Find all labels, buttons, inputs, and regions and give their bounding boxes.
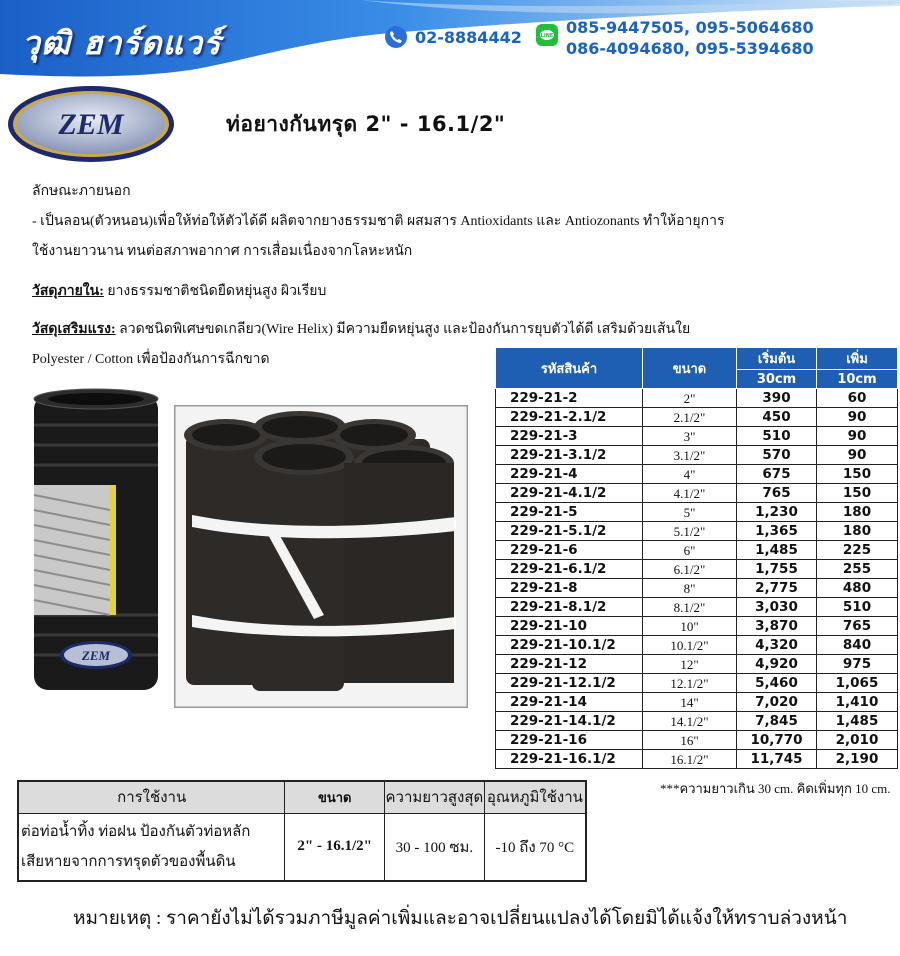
col-add: เพิ่ม bbox=[817, 348, 898, 370]
add-price: 255 bbox=[817, 560, 898, 579]
table-row bbox=[496, 484, 898, 503]
start-price: 450 bbox=[737, 408, 817, 427]
usage-description bbox=[18, 813, 285, 881]
product-code: 229-21-8 bbox=[496, 579, 643, 598]
usage-table bbox=[17, 780, 587, 882]
product-code: 229-21-4.1/2 bbox=[496, 484, 643, 503]
start-price: 11,745 bbox=[737, 750, 817, 769]
usage-line-2: เสียหายจากการทรุดตัวของพื้นดิน bbox=[21, 853, 236, 870]
add-price: 90 bbox=[817, 408, 898, 427]
price-table-body bbox=[496, 389, 898, 769]
add-price: 480 bbox=[817, 579, 898, 598]
add-price: 1,065 bbox=[817, 674, 898, 693]
product-code: 229-21-10 bbox=[496, 617, 643, 636]
start-price: 1,365 bbox=[737, 522, 817, 541]
usage-length: 30 - 100 ซม. bbox=[385, 813, 485, 881]
product-size: 6" bbox=[643, 541, 737, 560]
product-code: 229-21-3 bbox=[496, 427, 643, 446]
external-line-2: ใช้งานยาวนาน ทนต่อสภาพอากาศ การเสื่อมเนื่องจากโลหะหนัก bbox=[32, 244, 413, 259]
phone-number: 02-8884442 bbox=[415, 27, 522, 47]
product-code: 229-21-5 bbox=[496, 503, 643, 522]
table-row bbox=[496, 465, 898, 484]
table-row bbox=[496, 636, 898, 655]
col-length: ความยาวสูงสุด bbox=[385, 781, 485, 813]
table-row bbox=[496, 579, 898, 598]
start-price: 5,460 bbox=[737, 674, 817, 693]
col-code: รหัสสินค้า bbox=[496, 348, 643, 389]
phone-contact bbox=[385, 26, 522, 48]
add-price: 1,485 bbox=[817, 712, 898, 731]
reinforce-text: ลวดชนิดพิเศษขดเกลียว(Wire Helix) มีความยืดหยุ่นสูง และป้องกันการยุบตัวได้ดี เสริมด้วยเส้นใย bbox=[115, 322, 691, 337]
header-banner bbox=[0, 0, 900, 82]
col-add-sub: 10cm bbox=[817, 370, 898, 389]
product-size: 2.1/2" bbox=[643, 408, 737, 427]
usage-size: 2" - 16.1/2" bbox=[285, 813, 385, 881]
product-code: 229-21-6.1/2 bbox=[496, 560, 643, 579]
line-contact bbox=[536, 18, 814, 58]
start-price: 4,920 bbox=[737, 655, 817, 674]
start-price: 3,030 bbox=[737, 598, 817, 617]
hose-stack-image bbox=[174, 405, 468, 708]
line-app-icon bbox=[536, 24, 558, 46]
page-title: ท่อยางกันทรุด 2" - 16.1/2" bbox=[226, 112, 506, 136]
add-price: 90 bbox=[817, 446, 898, 465]
product-size: 6.1/2" bbox=[643, 560, 737, 579]
add-price: 765 bbox=[817, 617, 898, 636]
table-row bbox=[496, 750, 898, 769]
reinforce-line-2: Polyester / Cotton เพื่อป้องกันการฉีกขาด bbox=[32, 352, 270, 367]
table-row bbox=[496, 522, 898, 541]
add-price: 180 bbox=[817, 503, 898, 522]
product-code: 229-21-6 bbox=[496, 541, 643, 560]
svg-text:LINE: LINE bbox=[540, 33, 554, 39]
product-code: 229-21-14.1/2 bbox=[496, 712, 643, 731]
product-code: 229-21-2.1/2 bbox=[496, 408, 643, 427]
table-row bbox=[496, 408, 898, 427]
footer-note: หมายเหตุ : ราคายังไม่ได้รวมภาษีมูลค่าเพิ่มและอาจเปลี่ยนแปลงได้โดยมิได้แจ้งให้ทราบล่วงหน้า bbox=[73, 908, 848, 929]
table-row bbox=[496, 731, 898, 750]
product-size: 14" bbox=[643, 693, 737, 712]
product-size: 2" bbox=[643, 389, 737, 408]
start-price: 2,775 bbox=[737, 579, 817, 598]
start-price: 4,320 bbox=[737, 636, 817, 655]
add-price: 180 bbox=[817, 522, 898, 541]
table-row bbox=[496, 541, 898, 560]
product-size: 14.1/2" bbox=[643, 712, 737, 731]
table-row bbox=[496, 617, 898, 636]
product-size: 10.1/2" bbox=[643, 636, 737, 655]
table-row bbox=[496, 693, 898, 712]
start-price: 765 bbox=[737, 484, 817, 503]
product-code: 229-21-10.1/2 bbox=[496, 636, 643, 655]
product-size: 4" bbox=[643, 465, 737, 484]
table-row bbox=[496, 503, 898, 522]
product-code: 229-21-3.1/2 bbox=[496, 446, 643, 465]
col-size: ขนาด bbox=[643, 348, 737, 389]
table-row bbox=[496, 389, 898, 408]
table-row bbox=[496, 674, 898, 693]
product-size: 10" bbox=[643, 617, 737, 636]
product-size: 5.1/2" bbox=[643, 522, 737, 541]
start-price: 7,020 bbox=[737, 693, 817, 712]
start-price: 1,230 bbox=[737, 503, 817, 522]
brand-name: วุฒิ ฮาร์ดแวร์ bbox=[22, 24, 222, 62]
add-price: 975 bbox=[817, 655, 898, 674]
col-start: เริ่มต้น bbox=[737, 348, 817, 370]
product-size: 16" bbox=[643, 731, 737, 750]
add-price: 2,190 bbox=[817, 750, 898, 769]
table-row bbox=[496, 427, 898, 446]
line-numbers-2: 086-4094680, 095-5394680 bbox=[566, 39, 814, 58]
start-price: 7,845 bbox=[737, 712, 817, 731]
start-price: 1,485 bbox=[737, 541, 817, 560]
phone-icon bbox=[385, 26, 407, 48]
start-price: 10,770 bbox=[737, 731, 817, 750]
hose-logo-text: ZEM bbox=[81, 648, 111, 663]
add-price: 150 bbox=[817, 484, 898, 503]
zem-logo bbox=[6, 84, 176, 164]
col-temp: อุณหภูมิใช้งาน bbox=[484, 781, 586, 813]
reinforce-material bbox=[32, 318, 690, 340]
table-row bbox=[496, 712, 898, 731]
reinforce-heading: วัสดุเสริมแรง: bbox=[32, 322, 116, 337]
start-price: 570 bbox=[737, 446, 817, 465]
usage-temp: -10 ถึง 70 °C bbox=[484, 813, 586, 881]
product-code: 229-21-12.1/2 bbox=[496, 674, 643, 693]
add-price: 225 bbox=[817, 541, 898, 560]
external-heading: ลักษณะภายนอก bbox=[32, 184, 131, 199]
start-price: 3,870 bbox=[737, 617, 817, 636]
add-price: 90 bbox=[817, 427, 898, 446]
product-size: 8" bbox=[643, 579, 737, 598]
product-code: 229-21-8.1/2 bbox=[496, 598, 643, 617]
start-price: 390 bbox=[737, 389, 817, 408]
col-start-sub: 30cm bbox=[737, 370, 817, 389]
inner-heading: วัสดุภายใน: bbox=[32, 284, 104, 299]
add-price: 840 bbox=[817, 636, 898, 655]
product-size: 12" bbox=[643, 655, 737, 674]
inner-text: ยางธรรมชาติชนิดยืดหยุ่นสูง ผิวเรียบ bbox=[103, 284, 327, 299]
inner-material bbox=[32, 280, 326, 302]
external-line-1: - เป็นลอน(ตัวหนอน)เพื่อให้ท่อให้ตัวได้ดี ผลิตจากยางธรรมชาติ ผสมสาร Antioxidants และ Antiozonants ทำให้อายุการ bbox=[32, 214, 725, 229]
add-price: 2,010 bbox=[817, 731, 898, 750]
table-row bbox=[496, 560, 898, 579]
add-price: 150 bbox=[817, 465, 898, 484]
table-row bbox=[496, 446, 898, 465]
start-price: 510 bbox=[737, 427, 817, 446]
logo-text: ZEM bbox=[58, 108, 124, 141]
product-code: 229-21-12 bbox=[496, 655, 643, 674]
line-numbers-1: 085-9447505, 095-5064680 bbox=[566, 18, 814, 37]
product-size: 3.1/2" bbox=[643, 446, 737, 465]
product-code: 229-21-16.1/2 bbox=[496, 750, 643, 769]
price-table bbox=[495, 347, 898, 769]
hose-cutaway-image bbox=[26, 385, 166, 700]
product-size: 16.1/2" bbox=[643, 750, 737, 769]
add-price: 1,410 bbox=[817, 693, 898, 712]
table-row bbox=[496, 598, 898, 617]
table-row bbox=[496, 655, 898, 674]
product-code: 229-21-5.1/2 bbox=[496, 522, 643, 541]
start-price: 1,755 bbox=[737, 560, 817, 579]
add-price: 60 bbox=[817, 389, 898, 408]
add-price: 510 bbox=[817, 598, 898, 617]
product-size: 12.1/2" bbox=[643, 674, 737, 693]
usage-line-1: ต่อท่อน้ำทิ้ง ท่อฝน ป้องกันตัวท่อหลัก bbox=[21, 823, 251, 840]
col-usage-size: ขนาด bbox=[285, 781, 385, 813]
length-note: ***ความยาวเกิน 30 cm. คิดเพิ่มทุก 10 cm. bbox=[660, 781, 891, 796]
product-size: 5" bbox=[643, 503, 737, 522]
product-code: 229-21-4 bbox=[496, 465, 643, 484]
product-size: 3" bbox=[643, 427, 737, 446]
start-price: 675 bbox=[737, 465, 817, 484]
product-code: 229-21-14 bbox=[496, 693, 643, 712]
product-size: 8.1/2" bbox=[643, 598, 737, 617]
product-code: 229-21-2 bbox=[496, 389, 643, 408]
col-use: การใช้งาน bbox=[18, 781, 285, 813]
product-size: 4.1/2" bbox=[643, 484, 737, 503]
product-code: 229-21-16 bbox=[496, 731, 643, 750]
